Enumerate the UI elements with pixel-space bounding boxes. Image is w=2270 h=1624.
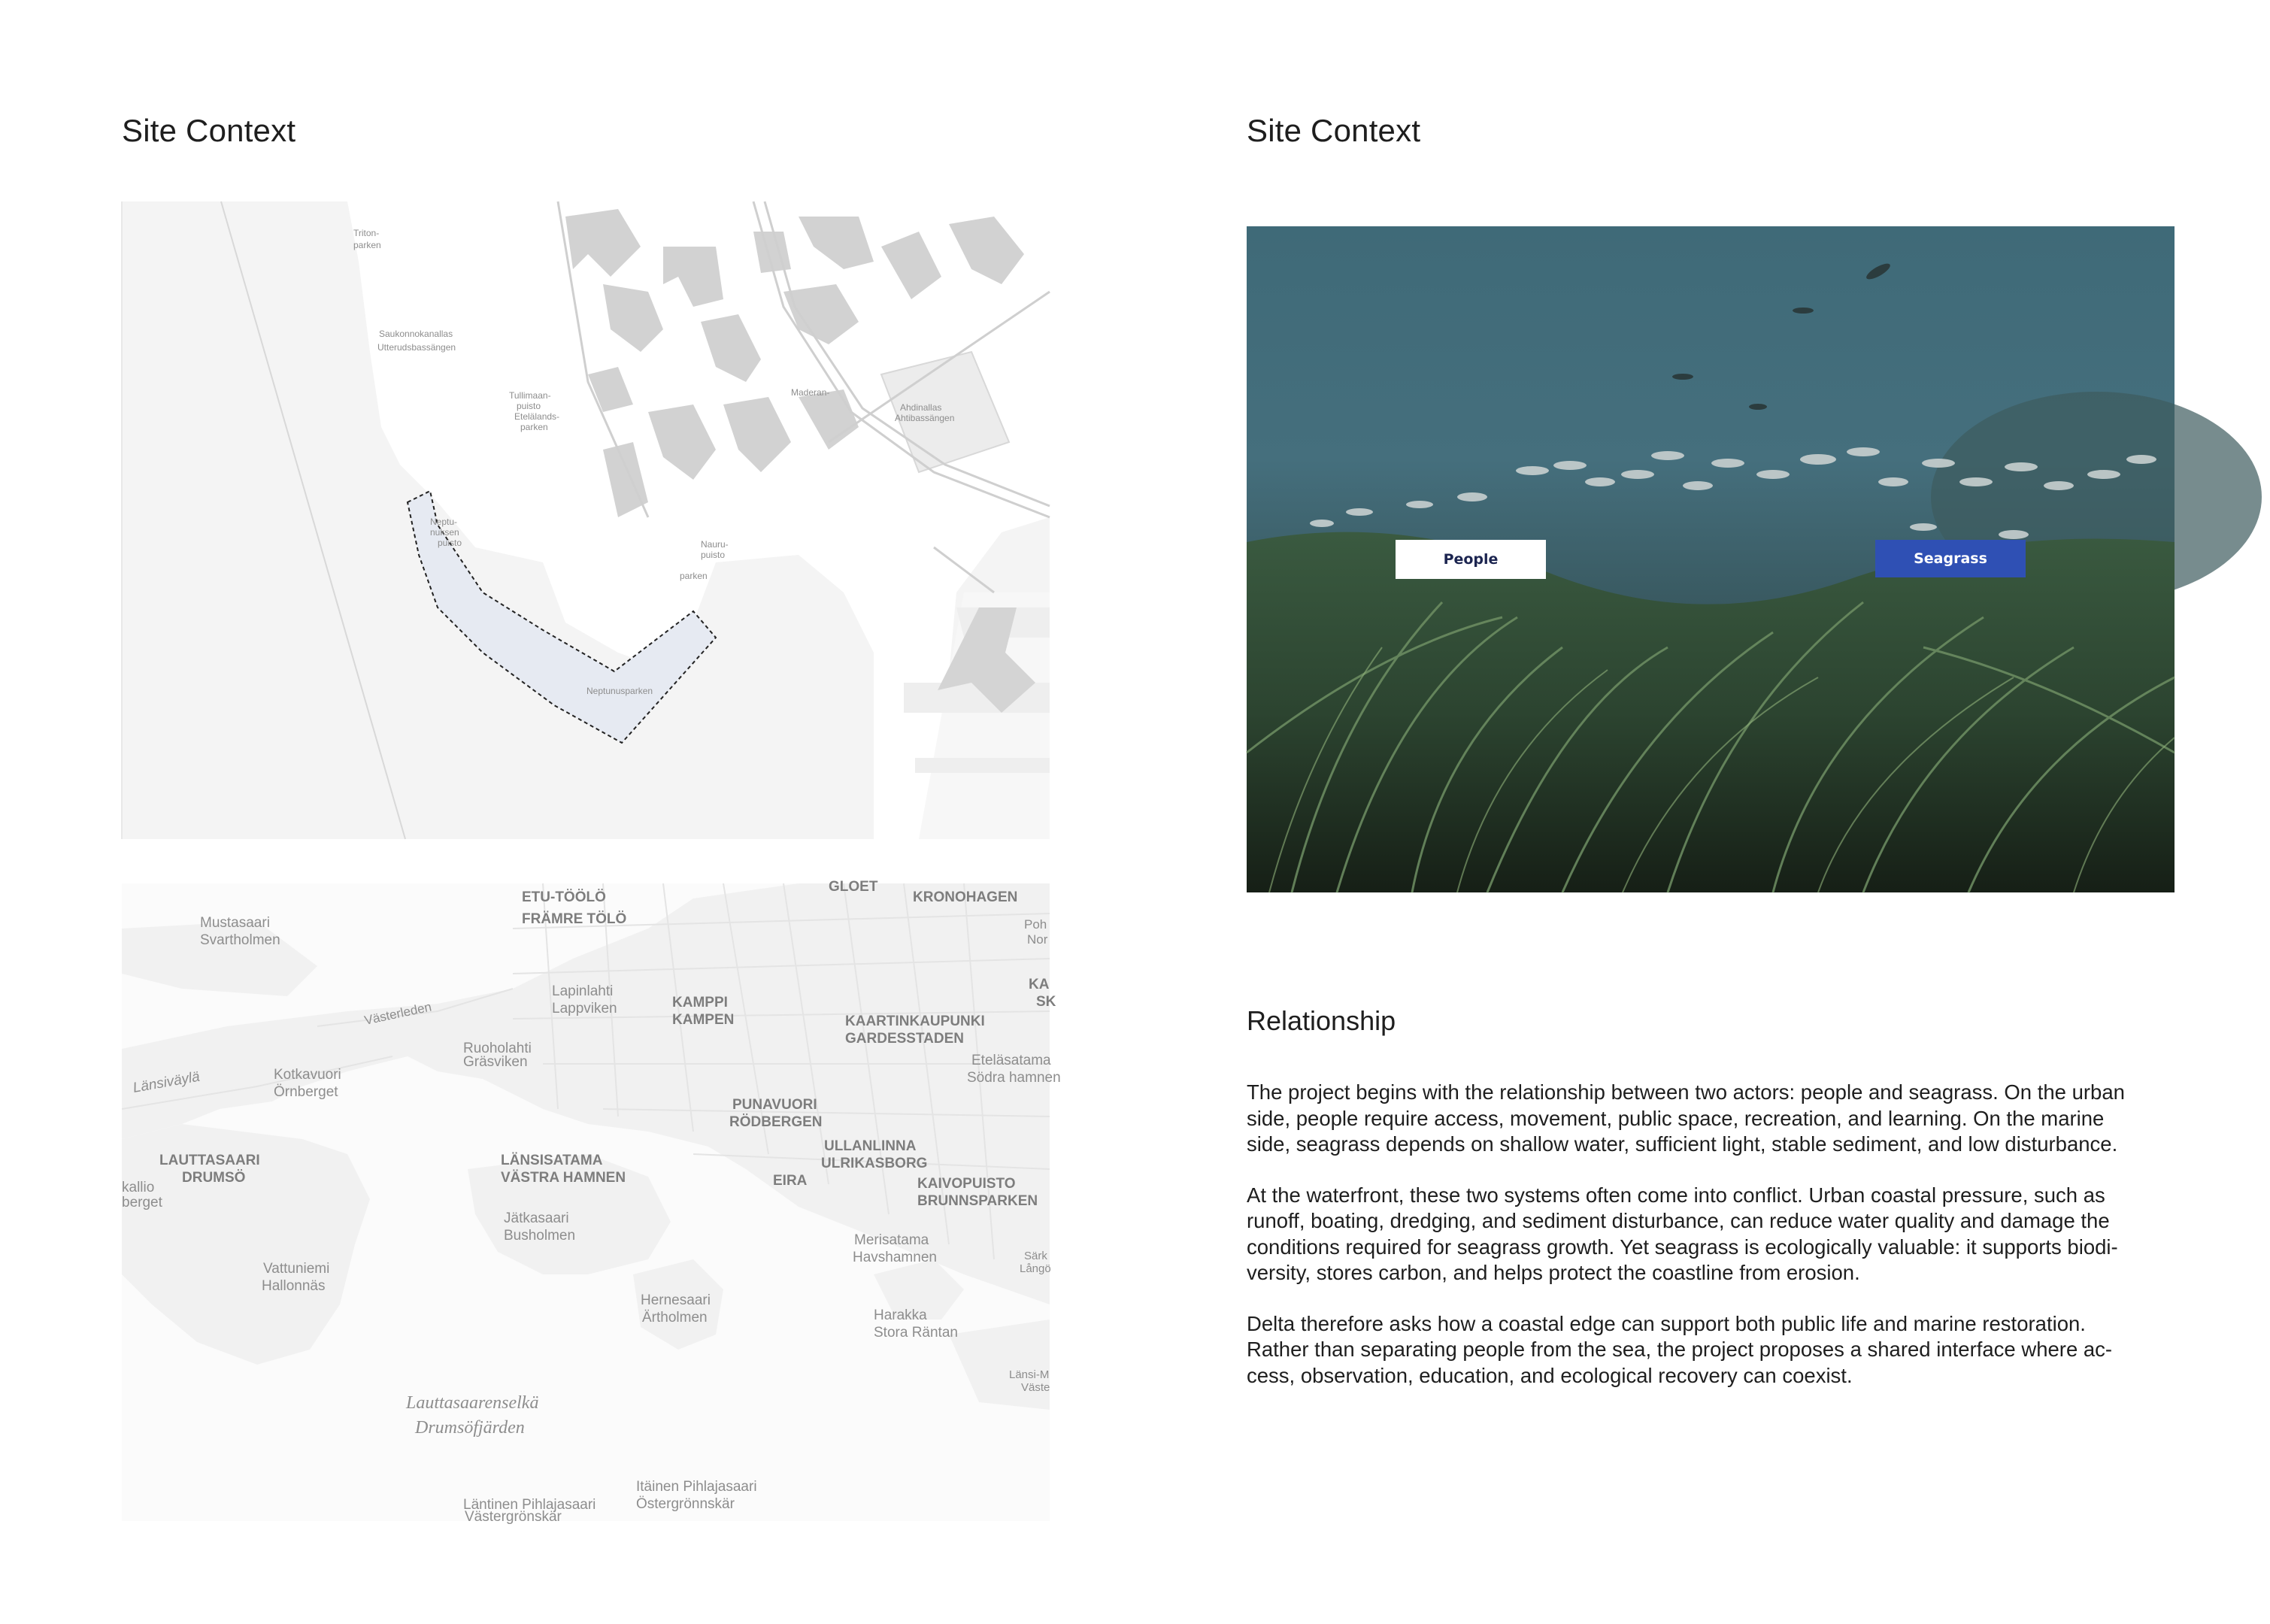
label-kaivopuisto: KAIVOPUISTO <box>917 1176 1016 1192</box>
label-lansi-m: Länsi-M <box>1009 1368 1050 1381</box>
label-harakka: Harakka <box>874 1307 927 1323</box>
site-plan-map <box>122 201 1050 839</box>
paragraph-2 <box>1247 1183 2209 1286</box>
label-triton2: parken <box>353 240 381 250</box>
label-rodbergen: RÖDBERGEN <box>729 1114 823 1130</box>
label-lapinlahti: Lapinlahti <box>552 983 614 999</box>
label-nauru3: parken <box>680 571 708 581</box>
p1-line-1: The project begins with the relationship between two actors: people and seagrass. On the urban <box>1247 1080 2125 1104</box>
p2-line-4: versity, stores carbon, and helps protect the coastline from erosion. <box>1247 1261 1860 1284</box>
label-drumsofjarden: Drumsöfjärden <box>415 1418 525 1438</box>
label-gloet: GLOET <box>829 879 878 895</box>
label-triton: Triton- <box>353 228 380 238</box>
label-lansisatama: LÄNSISATAMA <box>501 1153 603 1168</box>
label-jatkasaari: Jätkasaari <box>504 1210 569 1226</box>
p2-line-1: At the waterfront, these two systems often come into conflict. Urban coastal pressure, such as <box>1247 1183 2105 1207</box>
people-tag: People <box>1396 540 1546 579</box>
p2-line-3: conditions required for seagrass growth. Yet seagrass is ecologically valuable: it supports biodi- <box>1247 1235 2118 1259</box>
p1-line-2: side, people require access, movement, public space, recreation, and learning. On the marine <box>1247 1106 2105 1130</box>
label-lango: Långö <box>1020 1262 1051 1275</box>
p3-line-1: Delta therefore asks how a coastal edge can support both public life and marine restoration. <box>1247 1311 2086 1335</box>
label-ornberget: Örnberget <box>274 1084 338 1100</box>
label-havshamnen: Havshamnen <box>853 1250 937 1265</box>
label-merisatama: Merisatama <box>854 1232 929 1248</box>
label-kotkavuori: Kotkavuori <box>274 1067 341 1083</box>
label-nauru: Nauru- <box>701 539 729 550</box>
label-brunnsparken: BRUNNSPARKEN <box>917 1193 1038 1209</box>
label-puisto: puisto <box>517 401 541 411</box>
label-poh: Poh <box>1024 917 1047 932</box>
label-vattuniemi: Vattuniemi <box>263 1261 330 1277</box>
right-page-title: Site Context <box>1247 113 1421 148</box>
relationship-heading: Relationship <box>1247 1005 1396 1036</box>
city-map <box>122 879 1061 1525</box>
label-nor: Nor <box>1027 932 1048 947</box>
paragraph-1 <box>1247 1080 2209 1158</box>
label-sodra-hamnen: Södra hamnen <box>967 1070 1061 1086</box>
label-ostergrons: Östergrönnskär <box>636 1496 735 1512</box>
p1-line-3: side, seagrass depends on shallow water, sufficient light, stable sediment, and low disturbance. <box>1247 1132 2118 1156</box>
label-nuksen: nuksen <box>430 527 459 538</box>
label-utterudd: Utterudsbassängen <box>377 342 456 353</box>
label-sk: SK <box>1036 994 1056 1010</box>
label-drumso: DRUMSÖ <box>182 1170 246 1186</box>
label-artholmen: Ärtholmen <box>642 1310 708 1326</box>
label-lappviken: Lappviken <box>552 1001 617 1017</box>
label-sark: Särk <box>1024 1250 1047 1262</box>
label-eira: EIRA <box>773 1173 808 1189</box>
label-vastergrons: Västergrönskär <box>465 1509 562 1525</box>
label-ahtbassangen: Ahtibassängen <box>895 413 955 423</box>
label-kallio: kallio <box>122 1180 155 1195</box>
label-ahdinallas: Ahdinallas <box>900 402 942 413</box>
label-neptunusparken: Neptunusparken <box>586 686 653 696</box>
label-mustasaari: Mustasaari <box>200 915 270 931</box>
label-ka: KA <box>1029 977 1050 992</box>
label-vasterleden: Västerleden <box>362 999 433 1028</box>
label-ruoholahti: Ruoholahti <box>463 1041 532 1056</box>
label-lansivayla: Länsiväylä <box>132 1068 202 1096</box>
label-vastra-hamnen: VÄSTRA HAMNEN <box>501 1170 626 1186</box>
seagrass-photo <box>1247 226 2175 892</box>
label-lantinen: Läntinen Pihlajasaari <box>463 1497 596 1513</box>
label-ullanlinna: ULLANLINNA <box>824 1138 917 1154</box>
label-kaartinkaupunki: KAARTINKAUPUNKI <box>845 1013 985 1029</box>
label-grasviken: Gräsviken <box>463 1054 528 1070</box>
p3-line-2: Rather than separating people from the sea, the project proposes a shared interface where ac- <box>1247 1338 2113 1361</box>
label-ulrikasborg: ULRIKASBORG <box>821 1156 928 1171</box>
label-lauttasaari: LAUTTASAARI <box>159 1153 260 1168</box>
label-berget: berget <box>122 1195 162 1210</box>
label-itainen: Itäinen Pihlajasaari <box>636 1479 757 1495</box>
label-framre-tolo: FRÄMRE TÖLÖ <box>522 911 627 927</box>
label-svartholmen: Svartholmen <box>200 932 280 948</box>
label-kampen: KAMPEN <box>672 1012 735 1028</box>
relationship-body <box>1247 1080 2209 1413</box>
label-lauttasaarenselka: Lauttasaarenselkä <box>406 1393 539 1413</box>
label-saukonnokanallas: Saukonnokanallas <box>379 329 453 339</box>
left-page-title: Site Context <box>122 113 296 148</box>
label-nauru2: puisto <box>701 550 726 560</box>
label-maderan: Maderan- <box>791 387 830 398</box>
label-hallonnas: Hallonnäs <box>262 1278 326 1294</box>
label-etu-toolo: ETU-TÖÖLÖ <box>522 889 606 905</box>
label-gardesstaden: GARDESSTADEN <box>845 1031 964 1047</box>
label-punavuori: PUNAVUORI <box>732 1097 817 1113</box>
label-hernesaari: Hernesaari <box>641 1292 711 1308</box>
label-puisto2: puisto <box>438 538 462 548</box>
label-kronohagen: KRONOHAGEN <box>913 889 1018 905</box>
label-etelasatama: Eteläsatama <box>971 1053 1051 1068</box>
label-stora-rantan: Stora Räntan <box>874 1325 958 1341</box>
p2-line-2: runoff, boating, dredging, and sediment disturbance, can reduce water quality and damage the <box>1247 1209 2110 1232</box>
label-tullimaan: Tullimaan- <box>509 390 551 401</box>
paragraph-3 <box>1247 1311 2209 1389</box>
label-kamppi: KAMPPI <box>672 995 728 1010</box>
label-parken: parken <box>520 422 548 432</box>
label-vaste: Väste <box>1021 1381 1050 1394</box>
seagrass-tag: Seagrass <box>1875 540 2026 577</box>
p3-line-3: cess, observation, education, and ecological recovery can coexist. <box>1247 1363 1853 1387</box>
label-neptuksen: Neptu- <box>430 517 458 527</box>
label-eteldslands: Etelälands- <box>514 411 560 422</box>
label-busholmen: Busholmen <box>504 1228 576 1244</box>
